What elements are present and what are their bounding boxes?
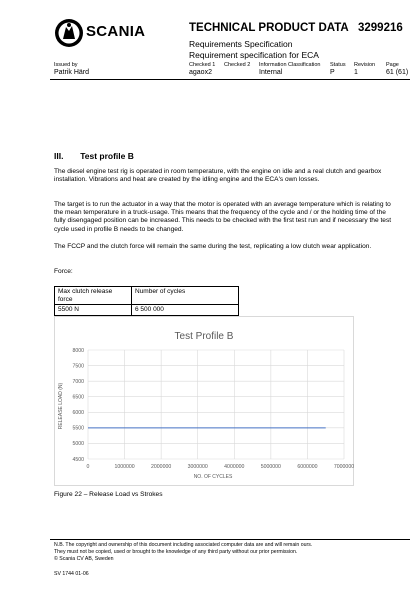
- table-cell: 5500 N: [55, 305, 132, 316]
- x-axis-label: NO. OF CYCLES: [193, 474, 233, 480]
- section-heading: [54, 151, 134, 161]
- x-tick-label: 3000000: [187, 464, 208, 470]
- issued-by-label: Issued by: [54, 62, 78, 68]
- chart-title: Test Profile B: [174, 331, 234, 342]
- status-label: Status: [330, 62, 346, 68]
- classification-value: Internal: [259, 69, 283, 76]
- test-profile-chart: [54, 316, 354, 486]
- x-tick-label: 0: [86, 464, 90, 470]
- footer-divider: [50, 539, 410, 540]
- document-number: 3299216: [358, 22, 403, 34]
- document-subtitle-1: Requirements Specification: [189, 39, 293, 49]
- y-tick-label: 6000: [72, 410, 84, 417]
- classification-label: Information Classification: [259, 62, 321, 68]
- revision-value: 1: [354, 69, 358, 76]
- document-title: TECHNICAL PRODUCT DATA: [189, 22, 349, 34]
- footer-line-2: They must not be copied, used or brought to the knowledge of any third party without our prior permission.: [54, 549, 298, 555]
- paragraph-4: Force:: [54, 268, 73, 275]
- y-axis-label: RELEASE LOAD (N): [58, 382, 64, 430]
- y-tick-label: 5000: [72, 441, 84, 448]
- header-divider: [50, 79, 410, 80]
- y-tick-label: 4500: [72, 456, 84, 463]
- table-header-cell: Max clutch release force: [55, 287, 132, 305]
- y-tick-label: 8000: [72, 347, 84, 354]
- y-tick-label: 7500: [72, 363, 84, 370]
- issued-by-value: Patrik Härd: [54, 69, 90, 76]
- x-tick-label: 2000000: [151, 464, 172, 470]
- form-number: SV 1744 01-06: [54, 571, 89, 577]
- y-tick-label: 7000: [72, 378, 84, 385]
- table-cell: 6 500 000: [132, 305, 239, 316]
- x-tick-label: 6000000: [297, 464, 318, 470]
- status-value: P: [330, 69, 335, 76]
- table-header-row: [55, 287, 239, 305]
- page-value: 61 (61): [386, 69, 409, 76]
- section-title: Test profile B: [80, 151, 134, 161]
- paragraph-2: The target is to run the actuator in a way that the motor is operated with an average temperature which is relating to the mean temperature in a truck-usage. This means that the frequency of the cycle and / or the holding time of the fully disengaged position can be increased. This needs to be checked with the first test run and if necessary the test cycle used in profile B needs to be changed.: [54, 201, 392, 233]
- y-tick-label: 6500: [72, 394, 84, 401]
- x-tick-label: 4000000: [224, 464, 245, 470]
- paragraph-1: The diesel engine test rig is operated in room temperature, with the engine on idle and a real clutch and gearbox installation. Vibrations and heat are created by the idling engine and the ECA's own losses.: [54, 168, 382, 184]
- checked1-value: agaox2: [189, 69, 212, 76]
- x-tick-label: 1000000: [114, 464, 135, 470]
- footer-line-3: © Scania CV AB, Sweden: [54, 556, 114, 562]
- x-tick-label: 7000000: [333, 464, 354, 470]
- figure-caption: Figure 22 – Release Load vs Strokes: [54, 491, 163, 498]
- x-tick-label: 5000000: [260, 464, 281, 470]
- paragraph-3: The FCCP and the clutch force will remain the same during the test, replicating a low clutch wear application.: [54, 243, 372, 250]
- y-tick-label: 5500: [72, 425, 84, 432]
- checked2-label: Checked 2: [224, 62, 251, 68]
- checked1-label: Checked 1: [189, 62, 216, 68]
- revision-label: Revision: [354, 62, 376, 68]
- table-row: [55, 305, 239, 316]
- brand-name: SCANIA: [86, 23, 146, 40]
- table-header-cell: Number of cycles: [132, 287, 239, 305]
- force-table: [54, 286, 239, 316]
- page-label: Page: [386, 62, 399, 68]
- section-number: III.: [54, 151, 64, 161]
- document-subtitle-2: Requirement specification for ECA: [189, 50, 319, 60]
- footer-line-1: N.B. The copyright and ownership of this document including associated computer data are and will remain ours.: [54, 542, 313, 548]
